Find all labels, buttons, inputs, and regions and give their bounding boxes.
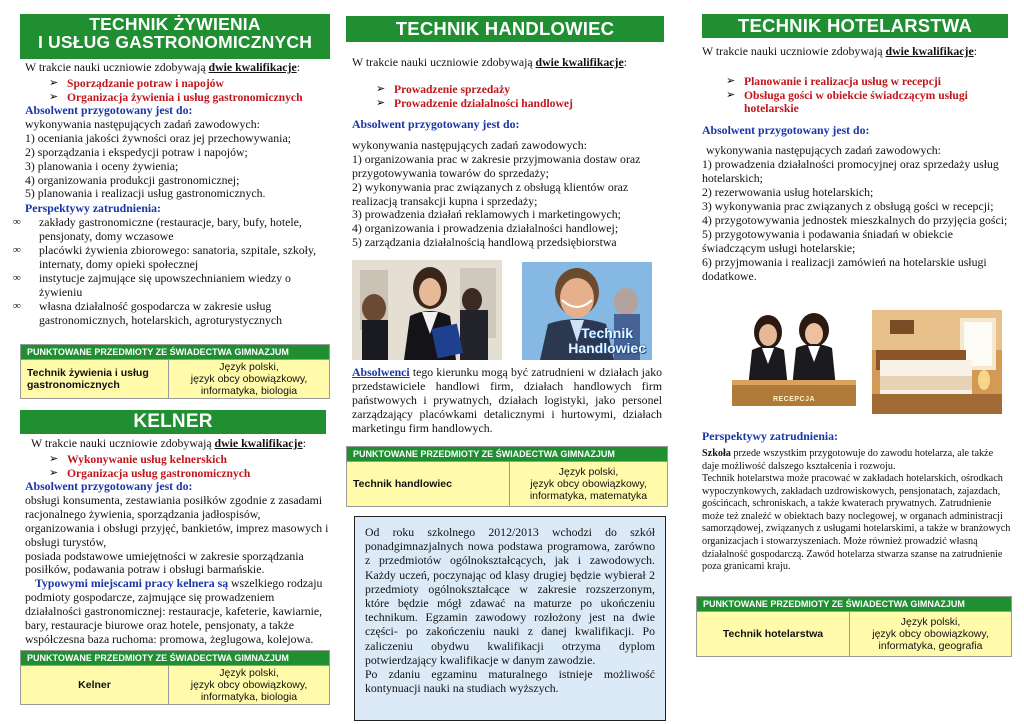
photo-caption: Technik Handlowiec — [568, 325, 646, 356]
receptionists-illustration — [726, 308, 862, 408]
graduate-heading: Absolwent przygotowany jest do: — [25, 103, 193, 117]
intro-text: W trakcie nauki uczniowie zdobywają dwie kwalifikacje: — [702, 44, 977, 58]
qualifications-list — [25, 453, 330, 480]
hotel-room-illustration — [872, 310, 1002, 414]
points-table-header: PUNKTOWANE PRZEDMIOTY ZE ŚWIADECTWA GIMNAZJUM — [21, 651, 330, 666]
task-item: 4) organizowania produkcji gastronomicznej; — [25, 172, 240, 187]
section-gastronomy — [25, 60, 330, 328]
points-table-header: PUNKTOWANE PRZEDMIOTY ZE ŚWIADECTWA GIMNAZJUM — [347, 447, 668, 462]
graduate-heading: Absolwent przygotowany jest do: — [352, 117, 520, 131]
prospects-list — [25, 216, 330, 327]
section-trade — [352, 55, 668, 250]
title-banner-gastronomy — [20, 14, 330, 59]
task-item: 1) prowadzenia działalności promocyjnej oraz sprzedaży usług hotelarskich; — [702, 157, 999, 186]
points-table-subject: Technik hotelarstwa — [697, 612, 850, 657]
points-table-gastronomy — [20, 344, 330, 399]
task-item: 5) przygotowywania i podawania śniadań w obiekcie świadczącym usługi hotelarskie; — [702, 226, 953, 255]
graduate-heading: Absolwent przygotowany jest do: — [25, 479, 193, 493]
qualification-item: ➢ Prowadzenie działalności handlowej — [352, 97, 668, 111]
task-item: 3) prowadzenia działań reklamowych i marketingowych; — [352, 207, 621, 222]
hotel-room-photo — [872, 310, 1002, 414]
points-table-header: PUNKTOWANE PRZEDMIOTY ZE ŚWIADECTWA GIMNAZJUM — [697, 597, 1012, 612]
prospect-item: ∞ własna działalność gospodarcza w zakresie usług gastronomicznych, hotelarskich, agroturystycznych — [25, 300, 330, 328]
task-item: 4) organizowania i prowadzenia działalności handlowej; — [352, 221, 619, 236]
prospects-heading: Perspektywy zatrudnienia: — [702, 429, 838, 443]
task-item: 2) wykonywania prac związanych z obsługą klientów oraz realizacją transakcji kupna i sprzedaży; — [352, 179, 629, 208]
prospect-item: ∞ zakłady gastronomiczne (restauracje, bary, bufy, hotele, pensjonaty, domy wczasowe — [25, 216, 330, 244]
info-box-paragraph-1: Od roku szkolnego 2012/2013 wchodzi do szkół ponadgimnazjalnych nowa podstawa programowa, zarówno z przedmiotów ogólnokształcących, jak i zawodowych. Każdy uczeń, poczynając od klasy drugiej będzie wybierał 2 przedmioty ogólnokształcące w zakresie rozszerzonym, które będzie mógł zdawać na maturze po ukończeniu technikum. Egzamin zawodowy rozłożony jest na dwie części- po zakończeniu nauki z danej kwalifikacji. Po zaliczeniu obydwu kwalifikacji otrzyma dyplom potwierdzający kwalifikacje w danym zawodzie. — [365, 525, 655, 667]
task-item: 3) planowania i oceny żywienia; — [25, 158, 179, 173]
prospects-intro: Szkoła przede wszystkim przygotowuje do zawodu hotelarza, ale także daje możliwość dalszego kształcenia i rozwoju. — [702, 447, 994, 472]
qualifications-list — [352, 83, 668, 110]
points-table-subject: Kelner — [21, 666, 169, 705]
qualification-item: ➢ Obsługa gości w obiekcie świadczącym usługi hotelarskie — [702, 89, 1012, 116]
title-line-2: I USŁUG GASTRONOMICZNYCH — [37, 32, 313, 53]
section-kelner — [25, 436, 330, 647]
section-hotel — [702, 44, 1012, 283]
alumni-text: Absolwenci tego kierunku mogą być zatrudnieni w działach jako przedstawiciele handlowi firm, działach handlowych firm państwowych i prywatnych, działach logistyki, jako personel zarządzający placówkami detalicznymi i hurtowymi, działach marketingu firm handlowych. — [352, 365, 662, 435]
task-item: 1) oceniania jakości żywności oraz jej przechowywania; — [25, 130, 291, 145]
points-table-subject: Technik żywienia i usług gastronomicznych — [21, 360, 169, 399]
task-item: 3) wykonywania prac związanych z obsługą gości w recepcji; — [702, 199, 994, 214]
businesswoman-photo — [352, 260, 502, 360]
intro-text: W trakcie nauki uczniowie zdobywają dwie kwalifikacje: — [25, 60, 300, 74]
prospects-heading: Perspektywy zatrudnienia: — [25, 201, 161, 216]
graduate-lead: wykonywania następujących zadań zawodowych: — [352, 137, 587, 152]
column-hotel — [702, 0, 1012, 724]
task-item: 5) planowania i realizacji usług gastronomicznych. — [25, 186, 266, 201]
points-table-values: Język polski, język obcy obowiązkowy, informatyka, biologia — [169, 360, 330, 399]
graduate-text: obsługi konsumenta, zestawiania posiłków zgodnie z zasadami racjonalnego żywienia, sporządzania jadłospisów, organizowania i obsługi przyjęć, bankietów, imprez masowych i obsługi turystów, — [25, 492, 329, 549]
graduate-heading: Absolwent przygotowany jest do: — [702, 122, 870, 137]
task-item: 4) przygotowywania jednostek mieszkalnych do przyjęcia gości; — [702, 212, 1008, 227]
prospects-text: Technik hotelarstwa może pracować w zakładach hotelarskich, ośrodkach wypoczynkowych, zakładach uzdrowiskowych, pensjonatach, zajazdach, gościńcach, schroniskach, a także kwaterach prywatnych. Zatrudnienie może też znaleźć w obiektach bazy noclegowej, w organach administracji samorządowej, związanych z usługami hotelarskimi, a także w branżowych organizacjach i stowarzyszeniach. Może również prowadzić własną działalność gospodarczą. Zawód hotelarza stwarza szanse na zatrudnienie poza granicami kraju. — [702, 473, 1011, 573]
points-table-hotel — [696, 596, 1012, 657]
intro-text: W trakcie nauki uczniowie zdobywają dwie kwalifikacje: — [352, 55, 627, 69]
task-item: 6) przyjmowania i realizacji zamówień na hotelarskie usługi dodatkowe. — [702, 254, 987, 283]
receptionists-photo — [726, 308, 862, 408]
column-trade — [346, 0, 668, 724]
intro-text: W trakcie nauki uczniowie zdobywają dwie kwalifikacje: — [31, 436, 306, 450]
points-table-header: PUNKTOWANE PRZEDMIOTY ZE ŚWIADECTWA GIMNAZJUM — [21, 345, 330, 360]
qualification-item: ➢ Organizacja usług gastronomicznych — [25, 467, 330, 481]
task-item: 5) zarządzania działalnością handlową przedsiębiorstwa — [352, 235, 617, 250]
businessman-photo — [522, 262, 652, 360]
qualification-item: ➢ Organizacja żywienia i usług gastronomicznych — [25, 91, 330, 105]
task-item: 1) organizowania prac w zakresie przyjmowania dostaw oraz przygotowywania towarów do sprzedaży; — [352, 151, 641, 180]
task-item: 2) sporządzania i ekspedycji potraw i napojów; — [25, 144, 248, 159]
qualification-item: ➢ Wykonywanie usług kelnerskich — [25, 453, 330, 467]
info-box-curriculum — [354, 516, 666, 721]
title-banner-kelner: KELNER — [20, 410, 326, 434]
column-gastronomy — [20, 0, 330, 724]
title-banner-hotel: TECHNIK HOTELARSTWA — [702, 14, 1008, 38]
reception-desk-label: RECEPCJA — [772, 396, 816, 403]
title-banner-trade: TECHNIK HANDLOWIEC — [346, 16, 664, 42]
qualifications-list — [25, 77, 330, 104]
businesswoman-illustration — [352, 260, 502, 360]
qualification-item: ➢ Prowadzenie sprzedaży — [352, 83, 668, 97]
points-table-values: Język polski, język obcy obowiązkowy, informatyka, biologia — [169, 666, 330, 705]
title-line-1: TECHNIK ŻYWIENIA — [89, 14, 261, 34]
graduate-lead: wykonywania następujących zadań zawodowych: — [706, 143, 941, 158]
workplaces-text: Typowymi miejscami pracy kelnera są wszelkiego rodzaju podmioty gospodarcze, zajmujące się prowadzeniem działalności gastronomicznej: restauracje, kafeterie, kawiarnie, bary, restauracje biurowe oraz hotele, pensjonaty, a także współczesna baza ruchoma: promowa, żeglugowa, kolejowa. — [25, 576, 323, 646]
points-table-values: Język polski, język obcy obowiązkowy, informatyka, matematyka — [510, 462, 668, 507]
points-table-trade — [346, 446, 668, 507]
graduate-text-2: posiada podstawowe umiejętności w zakresie sporządzania posiłków, podawania potraw i obsługi barmańskie. — [25, 548, 304, 577]
task-item: 2) rezerwowania usług hotelarskich; — [702, 185, 874, 200]
prospect-item: ∞ instytucje zajmujące się upowszechnianiem wiedzy o żywieniu — [25, 272, 330, 300]
points-table-values: Język polski, język obcy obowiązkowy, informatyka, geografia — [850, 612, 1012, 657]
points-table-subject: Technik handlowiec — [347, 462, 510, 507]
graduate-lead: wykonywania następujących zadań zawodowych: — [25, 116, 260, 131]
prospect-item: ∞ placówki żywienia zbiorowego: sanatoria, szpitale, szkoły, internaty, domy opieki społecznej — [25, 244, 330, 272]
points-table-kelner — [20, 650, 330, 705]
info-box-paragraph-2: Po zdaniu egzaminu maturalnego istnieje możliwość kontynuacji nauki na studiach wyższych. — [365, 667, 655, 696]
section-hotel-prospects — [702, 430, 1012, 574]
qualification-item: ➢ Sporządzanie potraw i napojów — [25, 77, 330, 91]
qualification-item: ➢ Planowanie i realizacja usług w recepcji — [702, 75, 1012, 89]
qualifications-list — [702, 75, 1012, 116]
